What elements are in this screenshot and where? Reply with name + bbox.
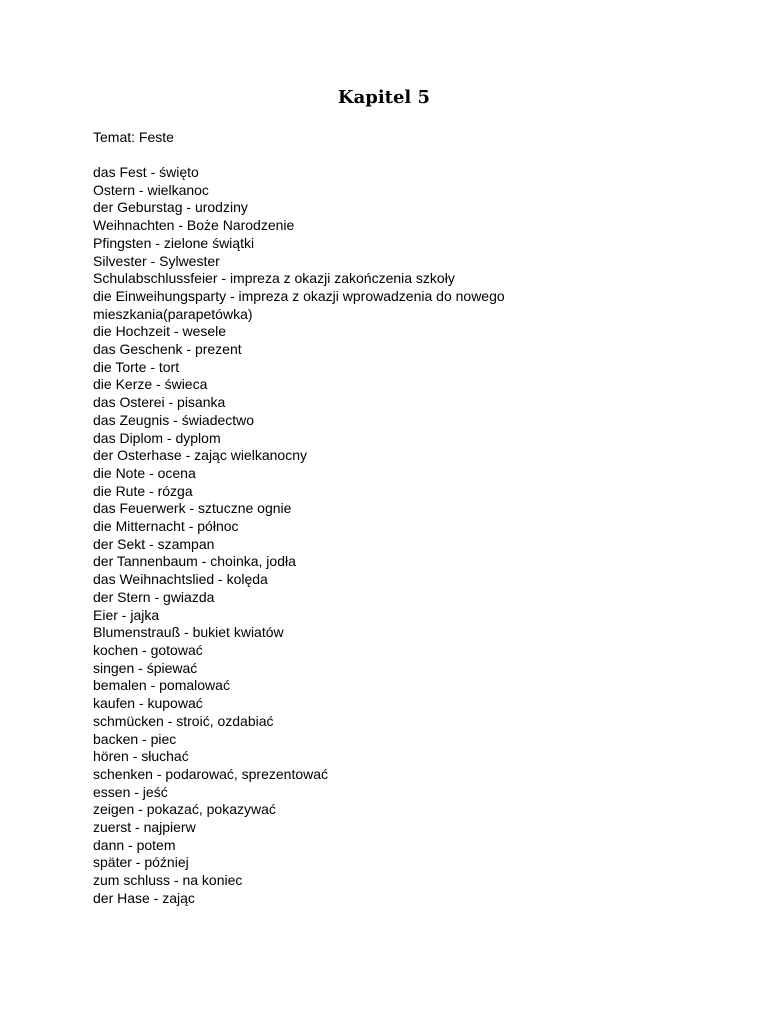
list-item: das Weihnachtslied - kolęda — [93, 571, 268, 588]
list-item: Silvester - Sylwester — [93, 252, 220, 269]
list-item: das Fest - święto — [93, 164, 199, 180]
list-item: zeigen - pokazać, pokazywać — [93, 801, 276, 818]
page-title: Kapitel 5 — [337, 87, 431, 108]
list-item: hören - słuchać — [93, 748, 189, 765]
list-item: die Note - ocena — [93, 464, 196, 481]
list-item: das Osterei - pisanka — [93, 394, 226, 411]
list-item: kochen - gotować — [93, 641, 203, 658]
list-item: das Geschenk - prezent — [93, 341, 242, 358]
list-item: Weihnachten - Boże Narodzenie — [93, 217, 295, 234]
list-item: das Diplom - dyplom — [93, 429, 221, 446]
list-item: zuerst - najpierw — [93, 819, 196, 836]
list-item: dann - potem — [93, 836, 176, 853]
vocabulary-list — [93, 164, 523, 908]
list-item: der Geburstag - urodziny — [93, 199, 248, 216]
list-item: essen - jeść — [93, 783, 168, 800]
list-item: Blumenstrauß - bukiet kwiatów — [93, 624, 284, 641]
list-item: backen - piec — [93, 730, 177, 747]
list-item: bemalen - pomalować — [93, 677, 230, 694]
list-item: der Stern - gwiazda — [93, 588, 215, 605]
list-item: später - później — [93, 854, 189, 871]
list-item: Pfingsten - zielone świątki — [93, 234, 255, 251]
list-item: Ostern - wielkanoc — [93, 181, 209, 198]
list-item: kaufen - kupować — [93, 695, 203, 712]
topic-line: Temat: Feste — [93, 129, 174, 145]
list-item: schenken - podarować, sprezentować — [93, 765, 329, 782]
list-item: zum schluss - na koniec — [93, 872, 243, 889]
list-item: die Mitternacht - północ — [93, 518, 239, 535]
list-item: das Feuerwerk - sztuczne ognie — [93, 500, 292, 517]
list-item: der Tannenbaum - choinka, jodła — [93, 553, 296, 570]
list-item: die Hochzeit - wesele — [93, 323, 227, 340]
list-item: Eier - jajka — [93, 606, 160, 623]
list-item: Schulabschlussfeier - impreza z okazji zakończenia szkoły — [93, 270, 455, 287]
list-item: die Rute - rózga — [93, 482, 193, 499]
list-item: die Torte - tort — [93, 358, 180, 375]
list-item: der Osterhase - zając wielkanocny — [93, 447, 307, 464]
list-item: die Kerze - świeca — [93, 376, 208, 393]
list-item: schmücken - stroić, ozdabiać — [93, 712, 274, 729]
list-item: der Sekt - szampan — [93, 535, 215, 552]
list-item: singen - śpiewać — [93, 659, 198, 676]
list-item: das Zeugnis - świadectwo — [93, 411, 255, 428]
list-item: der Hase - zając — [93, 889, 195, 906]
list-item: die Einweihungsparty - impreza z okazji wprowadzenia do nowego mieszkania(parapetówka) — [93, 287, 505, 322]
